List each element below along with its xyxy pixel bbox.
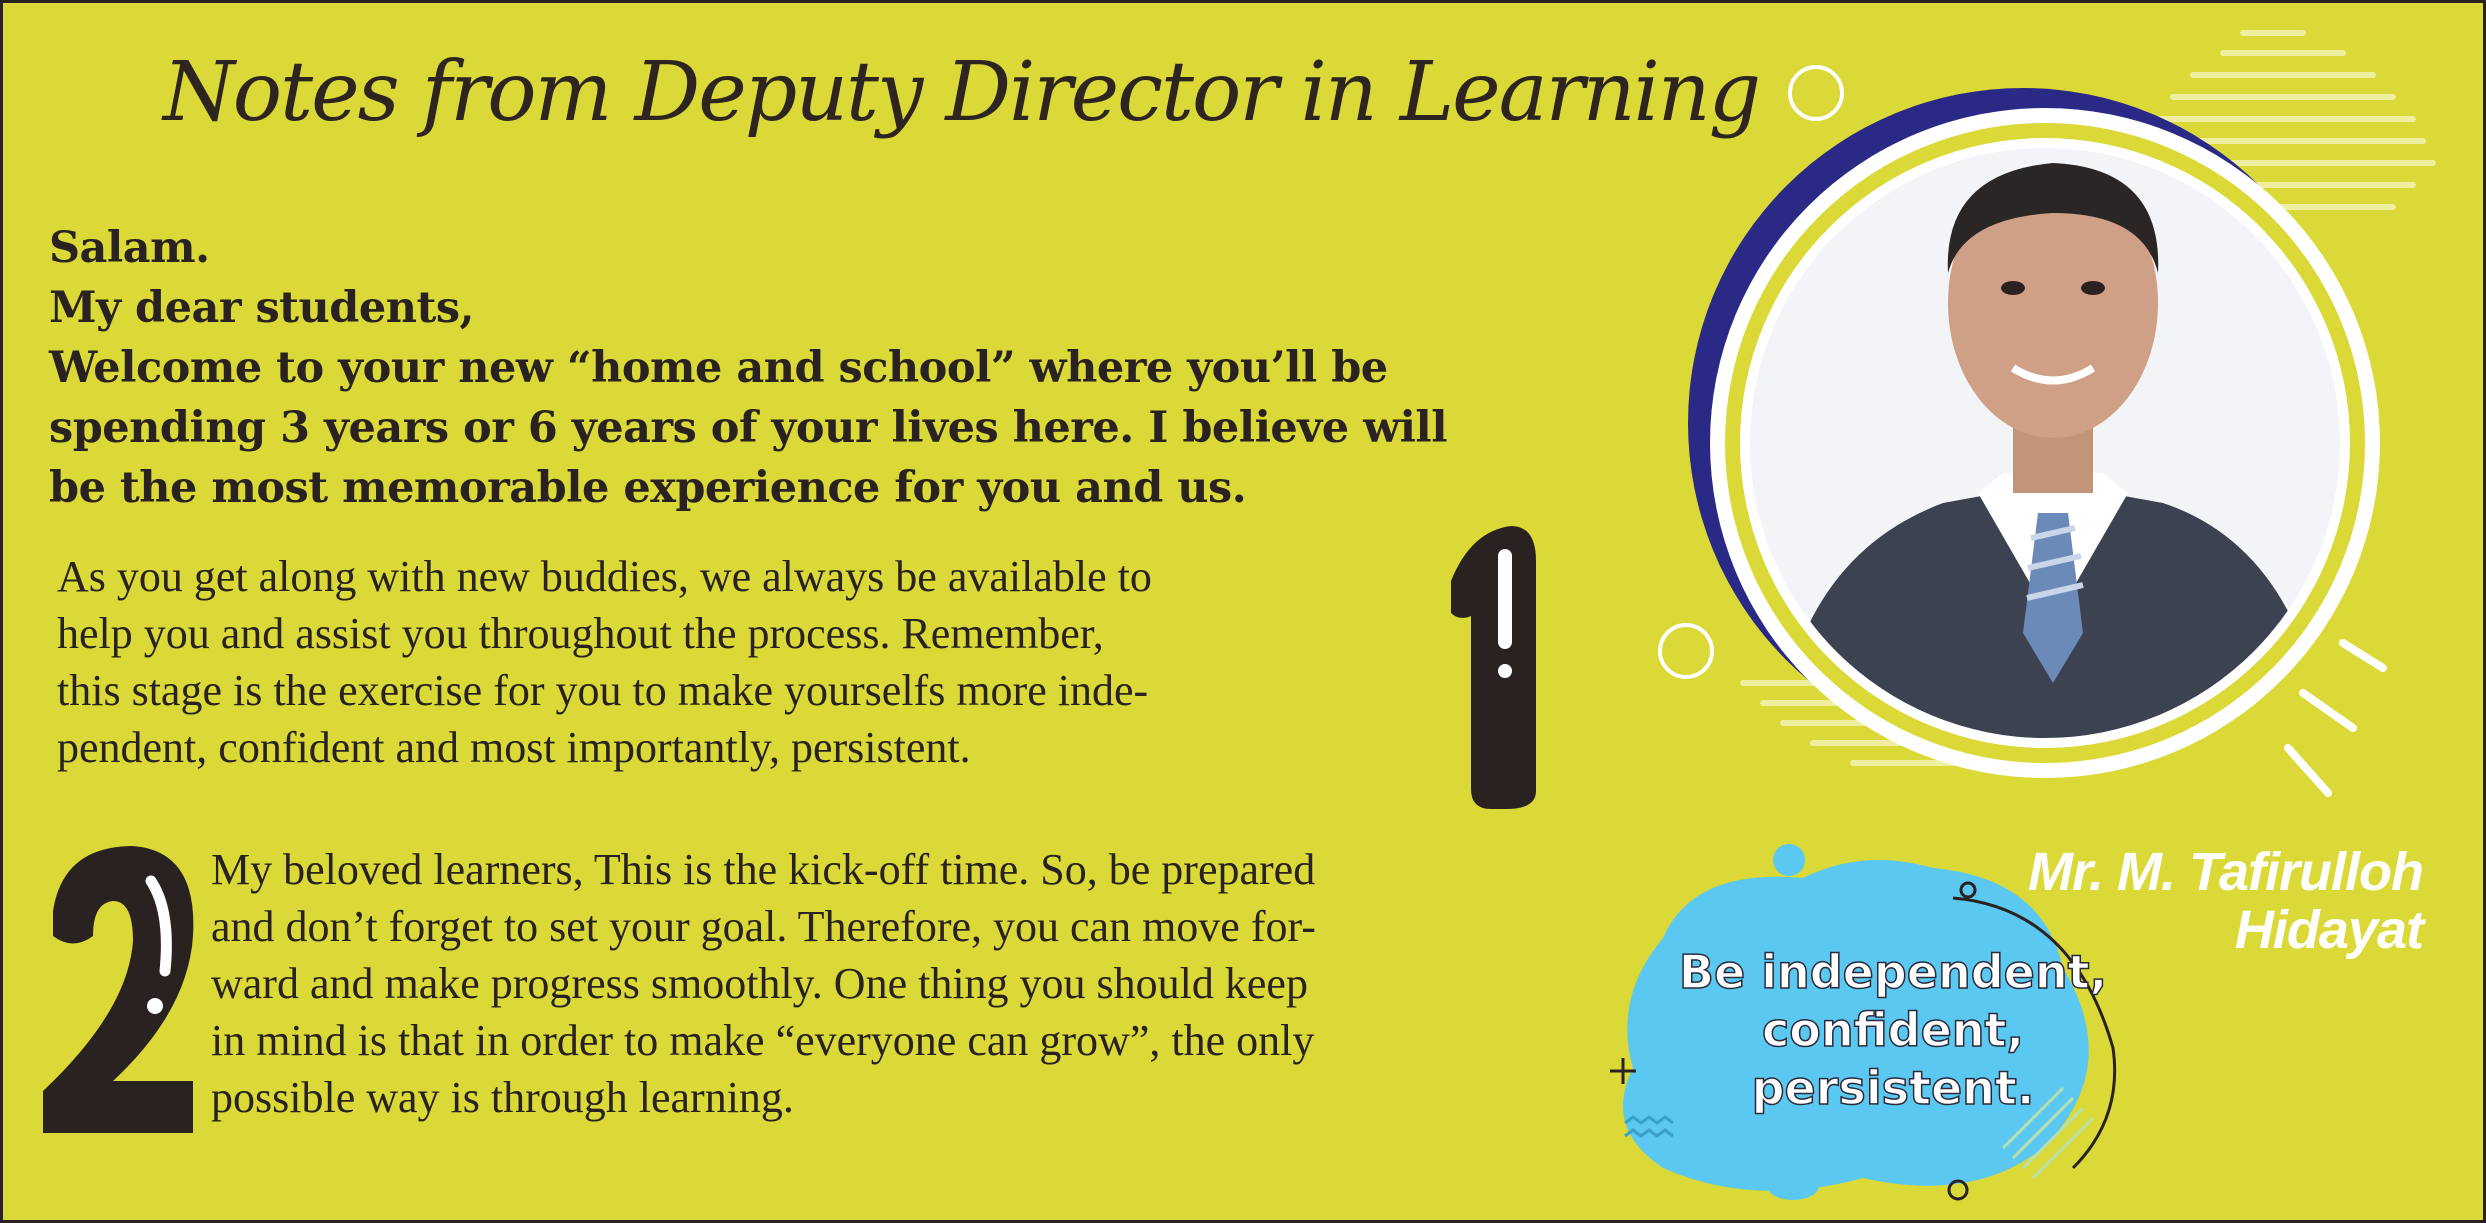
- page-title: Notes from Deputy Director in Learning: [163, 45, 1760, 140]
- greeting-block: [49, 218, 1449, 518]
- person-name-line: Mr. M. Tafirulloh: [2028, 842, 2423, 902]
- number-two-graphic: [33, 841, 203, 1136]
- portrait-frame: [1583, 23, 2463, 823]
- number-one-graphic: [1441, 521, 1541, 811]
- motto-line: Be independent,: [1678, 945, 2108, 999]
- greeting-line: Welcome to your new “home and school” where you’ll be: [49, 343, 1388, 393]
- point-two-paragraph: [211, 841, 1611, 1126]
- greeting-line: Salam.: [49, 223, 210, 273]
- greeting-line: spending 3 years or 6 years of your lives here. I believe will: [49, 403, 1448, 453]
- paragraph-line: pendent, confident and most importantly, persistent.: [57, 723, 971, 772]
- decorative-circle: [1790, 67, 1842, 119]
- paragraph-line: My beloved learners, This is the kick-off time. So, be prepared: [211, 845, 1316, 894]
- greeting-line: be the most memorable experience for you and us.: [49, 463, 1247, 513]
- paragraph-line: in mind is that in order to make “everyone can grow”, the only: [211, 1016, 1315, 1065]
- decorative-dashes: [2288, 643, 2383, 793]
- greeting-line: My dear students,: [49, 283, 475, 333]
- paragraph-line: As you get along with new buddies, we always be available to: [57, 552, 1152, 601]
- person-name-line: Hidayat: [2234, 900, 2423, 960]
- paragraph-line: and don’t forget to set your goal. Therefore, you can move for-: [211, 902, 1316, 951]
- paragraph-line: this stage is the exercise for you to make yourselfs more inde-: [57, 666, 1149, 715]
- paragraph-line: help you and assist you throughout the process. Remember,: [57, 609, 1104, 658]
- motto-line: confident,: [1761, 1003, 2025, 1057]
- decorative-circle: [1660, 625, 1712, 677]
- point-one-paragraph: [57, 548, 1417, 776]
- paragraph-line: ward and make progress smoothly. One thing you should keep: [211, 959, 1308, 1008]
- paragraph-line: possible way is through learning.: [211, 1073, 794, 1122]
- motto-text: [1643, 943, 2143, 1117]
- motto-line: persistent.: [1751, 1061, 2035, 1115]
